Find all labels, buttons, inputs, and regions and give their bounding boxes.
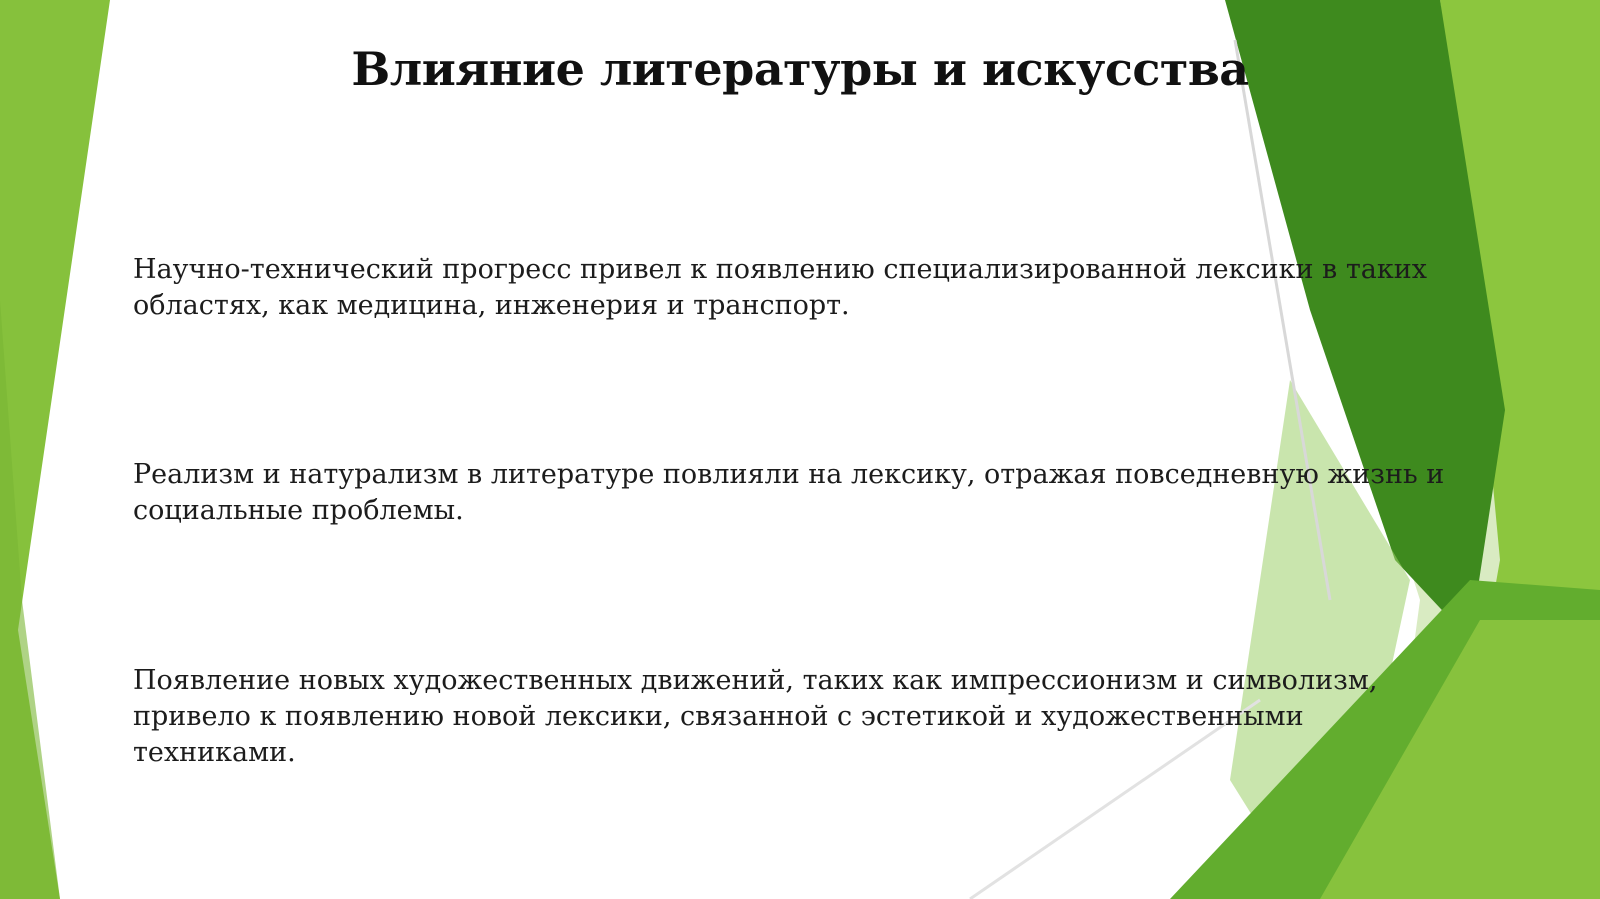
bullet-text-2: Реализм и натурализм в литературе повлияли на лексику, отражая повседневную жизнь и социальные проблемы.	[133, 459, 1445, 526]
bullet-text-3: Появление новых художественных движений, таких как импрессионизм и символизм, привело к появлению новой лексики, связанной с эстетикой и художественными техниками.	[133, 665, 1378, 768]
bullet-text-1: Научно-технический прогресс привел к появлению специализированной лексики в таких областях, как медицина, инженерия и транспорт.	[133, 254, 1427, 321]
slide-title: Влияние литературы и искусства	[351, 42, 1249, 96]
